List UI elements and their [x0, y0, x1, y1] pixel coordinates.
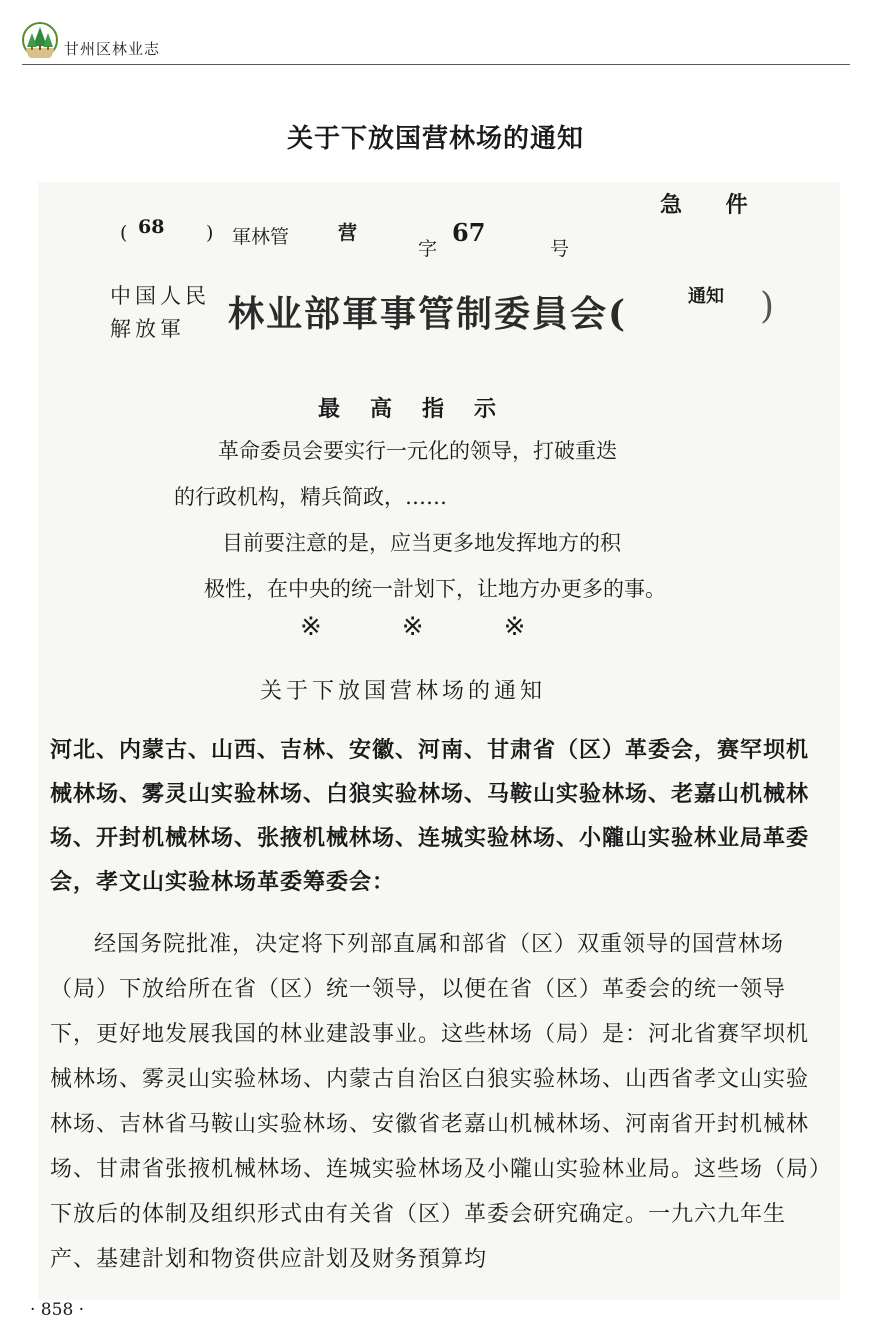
doc-number-prefix: 軍林管 — [232, 226, 290, 248]
quote-line-1: 革命委员会要实行一元化的领导，打破重迭 — [218, 439, 617, 463]
org-paren-close: ) — [760, 286, 775, 327]
doc-number-hao: 号 — [550, 238, 570, 260]
org-prefix: 中国人民 解放軍 — [110, 284, 210, 341]
quote-line-4: 极性，在中央的统一計划下，让地方办更多的事。 — [204, 577, 666, 601]
section-divider-stars: ※※※ — [300, 612, 606, 642]
body-paragraph: 经国务院批准，决定将下列部直属和部省（区）双重领导的国营林场（局）下放给所在省（区）统一领导，以便在省（区）革委会的统一领导下，更好地发展我国的林业建設事业。这些林场（局）是：河北省赛罕坝机械林场、雾灵山实验林场、内蒙古自治区白狼实验林场、山西省孝文山实验林场、吉林省马鞍山实验林场、安徽省老嘉山机械林场、河南省开封机械林场、甘肃省张掖机械林场、连城实验林场及小隴山实验林业局。这些场（局）下放后的体制及组织形式由有关省（区）革委会研究确定。一九六九年生产、基建計划和物资供应計划及财务預算均 — [50, 932, 822, 1272]
doc-number-paren-close: ) — [206, 222, 214, 244]
doc-number-value: 67 — [452, 218, 486, 247]
doc-number-category: 营 — [338, 222, 358, 244]
notice-subtitle: 关于下放国营林场的通知 — [260, 679, 547, 704]
page-header — [22, 22, 850, 65]
page-number: · 858 · — [30, 1300, 85, 1320]
urgent-label: 急 件 — [660, 192, 766, 218]
doc-number-year: 68 — [138, 216, 165, 238]
addressees-paragraph: 河北、内蒙古、山西、吉林、安徽、河南、甘肃省（区）革委会，赛罕坝机械林场、雾灵山实验林场、白狼实验林场、马鞍山实验林场、老嘉山机械林场、开封机械林场、张掖机械林场、连城实验林场、小隴山实验林业局革委会，孝文山实验林场革委筹委会： — [50, 737, 810, 895]
page-title: 关于下放国营林场的通知 — [286, 124, 584, 154]
directive-title: 最高指示 — [318, 396, 527, 422]
book-title: 甘州区林业志 — [64, 40, 161, 58]
notice-type-tag: 通知 — [688, 286, 724, 307]
quote-line-3: 目前要注意的是，应当更多地发挥地方的积 — [222, 531, 621, 555]
forest-logo-icon — [22, 22, 58, 58]
doc-number-zi: 字 — [418, 238, 438, 260]
issuing-organization: 林业部軍事管制委員会( — [228, 293, 628, 335]
scanned-document — [38, 182, 840, 1300]
quote-line-2: 的行政机构，精兵简政，…… — [174, 485, 447, 509]
doc-number-paren-open: ( — [120, 222, 128, 244]
